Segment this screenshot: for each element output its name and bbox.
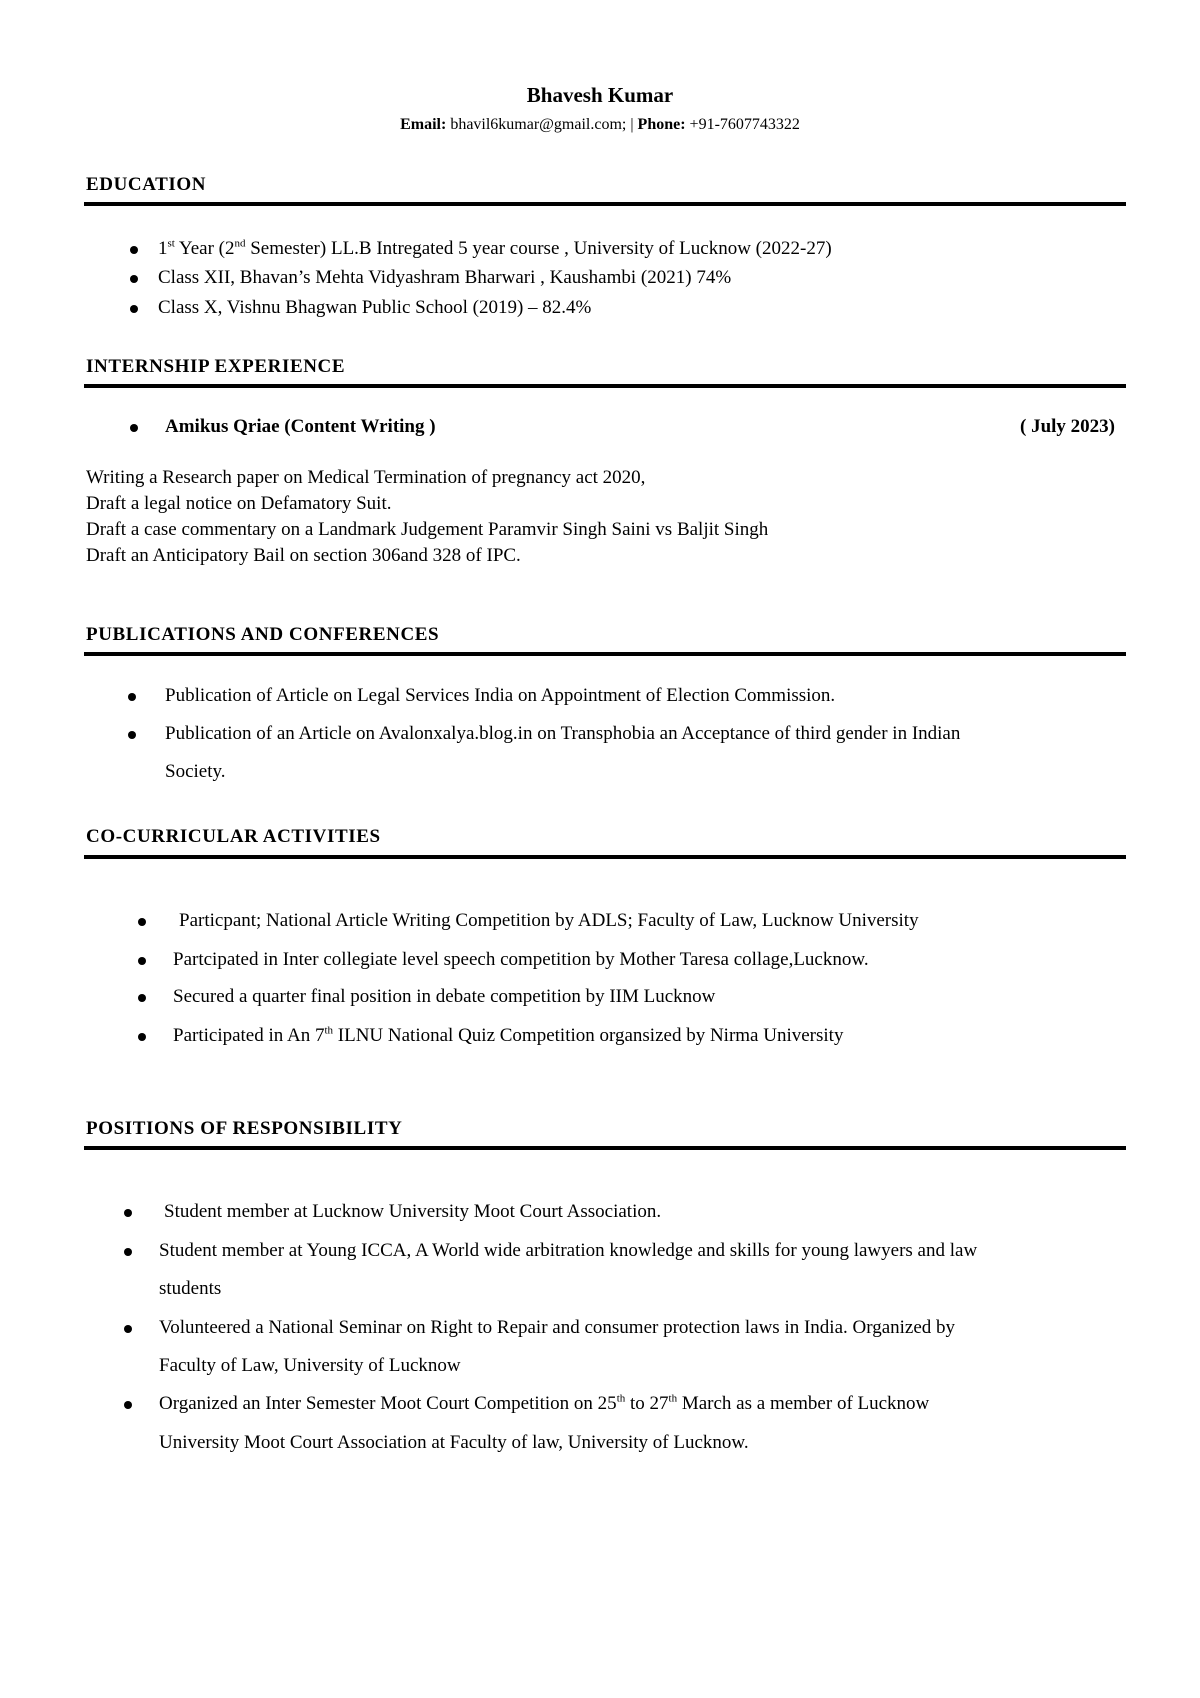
text-run: Participated in An 7 bbox=[173, 1025, 325, 1046]
superscript: st bbox=[167, 237, 175, 250]
bullet-icon bbox=[130, 275, 138, 283]
text-run: March as a member of Lucknow bbox=[677, 1393, 930, 1414]
bullet-icon bbox=[128, 731, 136, 739]
bullet-icon bbox=[130, 246, 138, 254]
section-divider bbox=[84, 652, 1126, 656]
text-run: ILNU National Quiz Competition organsized by Nirma University bbox=[333, 1025, 844, 1046]
superscript: nd bbox=[234, 237, 246, 250]
bullet-icon bbox=[130, 305, 138, 313]
superscript: th bbox=[324, 1024, 334, 1037]
activity-item: Secured a quarter final position in debate competition by IIM Lucknow bbox=[173, 986, 716, 1007]
education-item: Class X, Vishnu Bhagwan Public School (2019) – 82.4% bbox=[158, 297, 592, 318]
internship-title: Amikus Qriae (Content Writing ) bbox=[165, 416, 436, 437]
section-divider bbox=[84, 202, 1126, 206]
position-item-continued: students bbox=[159, 1278, 222, 1299]
bullet-icon bbox=[128, 693, 136, 701]
position-item: Student member at Young ICCA, A World wide arbitration knowledge and skills for young lawyers and law bbox=[159, 1240, 978, 1261]
phone-number: +91-7607743322 bbox=[689, 116, 800, 133]
contact-line bbox=[0, 116, 1200, 134]
bullet-icon bbox=[138, 957, 146, 965]
bullet-icon bbox=[130, 424, 138, 432]
bullet-icon bbox=[124, 1325, 132, 1333]
activity-item: Particpant; National Article Writing Competition by ADLS; Faculty of Law, Lucknow University bbox=[179, 910, 919, 931]
bullet-icon bbox=[124, 1209, 132, 1217]
section-heading-positions: POSITIONS OF RESPONSIBILITY bbox=[86, 1118, 403, 1139]
bullet-icon bbox=[138, 918, 146, 926]
text-run: 1 bbox=[158, 238, 168, 259]
position-item-continued: University Moot Court Association at Faculty of law, University of Lucknow. bbox=[159, 1432, 749, 1453]
bullet-icon bbox=[138, 994, 146, 1002]
publication-item-continued: Society. bbox=[165, 761, 226, 782]
publication-item: Publication of an Article on Avalonxalya.blog.in on Transphobia an Acceptance of third gender in Indian bbox=[165, 723, 961, 744]
section-heading-education: EDUCATION bbox=[86, 174, 207, 195]
section-divider bbox=[84, 1146, 1126, 1150]
activity-item bbox=[173, 1025, 843, 1047]
superscript: th bbox=[616, 1392, 626, 1405]
text-run: Year (2 bbox=[174, 238, 235, 259]
contact-separator: | bbox=[630, 116, 634, 133]
candidate-name: Bhavesh Kumar bbox=[526, 83, 674, 107]
section-divider bbox=[84, 855, 1126, 859]
superscript: th bbox=[668, 1392, 678, 1405]
activity-item: Partcipated in Inter collegiate level speech competition by Mother Taresa collage,Lucknow. bbox=[173, 949, 869, 970]
section-heading-cocurricular: CO-CURRICULAR ACTIVITIES bbox=[86, 826, 381, 847]
section-heading-publications: PUBLICATIONS AND CONFERENCES bbox=[86, 624, 440, 645]
section-divider bbox=[84, 384, 1126, 388]
internship-detail: Draft an Anticipatory Bail on section 306and 328 of IPC. bbox=[86, 545, 521, 566]
education-item: Class XII, Bhavan’s Mehta Vidyashram Bharwari , Kaushambi (2021) 74% bbox=[158, 267, 732, 288]
email-address: bhavil6kumar@gmail.com; bbox=[450, 116, 627, 133]
internship-date: ( July 2023) bbox=[1020, 416, 1115, 437]
publication-item: Publication of Article on Legal Services India on Appointment of Election Commission. bbox=[165, 685, 836, 706]
text-run: Organized an Inter Semester Moot Court Competition on 25 bbox=[159, 1393, 617, 1414]
internship-detail: Writing a Research paper on Medical Termination of pregnancy act 2020, bbox=[86, 467, 646, 488]
internship-detail: Draft a legal notice on Defamatory Suit. bbox=[86, 493, 392, 514]
bullet-icon bbox=[124, 1248, 132, 1256]
bullet-icon bbox=[138, 1033, 146, 1041]
position-item bbox=[159, 1393, 929, 1415]
section-heading-internship: INTERNSHIP EXPERIENCE bbox=[86, 356, 346, 377]
position-item: Volunteered a National Seminar on Right to Repair and consumer protection laws in India. Organized by bbox=[159, 1317, 956, 1338]
text-run: to 27 bbox=[625, 1393, 669, 1414]
email-label: Email: bbox=[400, 116, 447, 133]
position-item-continued: Faculty of Law, University of Lucknow bbox=[159, 1355, 461, 1376]
phone-label: Phone: bbox=[637, 116, 686, 133]
text-run: Semester) LL.B Intregated 5 year course , University of Lucknow (2022-27) bbox=[245, 238, 832, 259]
position-item: Student member at Lucknow University Moot Court Association. bbox=[164, 1201, 662, 1222]
internship-detail: Draft a case commentary on a Landmark Judgement Paramvir Singh Saini vs Baljit Singh bbox=[86, 519, 769, 540]
bullet-icon bbox=[124, 1401, 132, 1409]
education-item bbox=[158, 238, 832, 260]
